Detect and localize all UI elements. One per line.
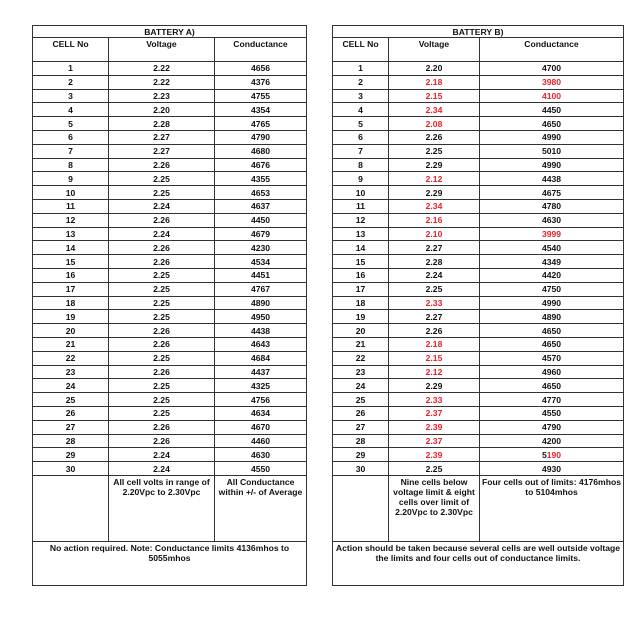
cell-number: 5: [333, 117, 389, 131]
table-row: [33, 434, 307, 448]
table-row: [33, 351, 307, 365]
action-note: Action should be taken because several cells are well outside voltage the limits and four cells out of conductance limits.: [333, 541, 624, 585]
table-row: [33, 75, 307, 89]
cell-conductance: 4550: [480, 406, 624, 420]
table-row: [333, 462, 624, 476]
cell-conductance: 5190: [480, 448, 624, 462]
cell-conductance: 4756: [215, 393, 307, 407]
table-row: [33, 393, 307, 407]
cell-number: 5: [33, 117, 109, 131]
table-row: [333, 117, 624, 131]
cell-voltage: 2.26: [109, 158, 215, 172]
cell-voltage: 2.26: [109, 337, 215, 351]
cell-conductance: 4438: [480, 172, 624, 186]
cell-voltage: 2.25: [389, 462, 480, 476]
cell-voltage: 2.39: [389, 420, 480, 434]
table-row: [33, 268, 307, 282]
cell-conductance: 4437: [215, 365, 307, 379]
table-row: [333, 158, 624, 172]
cell-voltage: 2.23: [109, 89, 215, 103]
table-row: [333, 89, 624, 103]
table-row: [333, 324, 624, 338]
cell-voltage: 2.25: [109, 310, 215, 324]
table-row: [33, 406, 307, 420]
cell-conductance: 4684: [215, 351, 307, 365]
table-row: [333, 103, 624, 117]
battery-b-title: BATTERY B): [333, 26, 624, 38]
table-row: [33, 379, 307, 393]
table-row: [33, 213, 307, 227]
cell-conductance: 4650: [480, 324, 624, 338]
table-row: [33, 337, 307, 351]
cell-voltage: 2.24: [389, 268, 480, 282]
cell-conductance: 4325: [215, 379, 307, 393]
cell-number: 1: [33, 62, 109, 76]
cell-number: 17: [333, 282, 389, 296]
cell-conductance: 4930: [480, 462, 624, 476]
cell-conductance: 5010: [480, 144, 624, 158]
table-row: [33, 89, 307, 103]
cell-conductance: 4950: [215, 310, 307, 324]
cell-number: 12: [33, 213, 109, 227]
voltage-summary: All cell volts in range of 2.20Vpc to 2.30Vpc: [109, 475, 215, 541]
cell-number: 18: [333, 296, 389, 310]
cell-number: 9: [333, 172, 389, 186]
cell-voltage: 2.24: [109, 448, 215, 462]
header-voltage: Voltage: [389, 38, 480, 62]
cell-conductance: 4890: [215, 296, 307, 310]
cell-voltage: 2.37: [389, 434, 480, 448]
cell-voltage: 2.29: [389, 186, 480, 200]
table-row: [333, 406, 624, 420]
table-row: [33, 199, 307, 213]
cell-conductance: 4540: [480, 241, 624, 255]
cell-conductance: 4355: [215, 172, 307, 186]
cell-number: 15: [333, 255, 389, 269]
table-row: [333, 310, 624, 324]
battery-a-title: BATTERY A): [33, 26, 307, 38]
table-row: [333, 365, 624, 379]
cell-voltage: 2.25: [109, 406, 215, 420]
table-row: [33, 420, 307, 434]
cell-conductance: 4376: [215, 75, 307, 89]
cell-voltage: 2.20: [389, 62, 480, 76]
cell-voltage: 2.18: [389, 337, 480, 351]
cell-number: 13: [33, 227, 109, 241]
cell-conductance: 4990: [480, 130, 624, 144]
table-row: [333, 255, 624, 269]
cell-conductance: 4656: [215, 62, 307, 76]
cell-voltage: 2.24: [109, 227, 215, 241]
cell-number: 3: [33, 89, 109, 103]
cell-conductance: 4765: [215, 117, 307, 131]
cell-number: 4: [33, 103, 109, 117]
table-row: [33, 448, 307, 462]
cell-voltage: 2.29: [389, 158, 480, 172]
summary-empty-cell: [333, 475, 389, 541]
cell-number: 4: [333, 103, 389, 117]
cell-voltage: 2.29: [389, 379, 480, 393]
cell-number: 19: [333, 310, 389, 324]
cell-conductance: 4780: [480, 199, 624, 213]
cell-voltage: 2.33: [389, 393, 480, 407]
table-row: [33, 103, 307, 117]
cell-voltage: 2.25: [109, 282, 215, 296]
cell-number: 23: [33, 365, 109, 379]
cell-number: 17: [33, 282, 109, 296]
table-row: [333, 282, 624, 296]
cell-voltage: 2.15: [389, 89, 480, 103]
table-row: [33, 255, 307, 269]
cell-number: 30: [333, 462, 389, 476]
cell-voltage: 2.22: [109, 62, 215, 76]
cell-conductance: 4100: [480, 89, 624, 103]
cell-voltage: 2.20: [109, 103, 215, 117]
cell-conductance: 4890: [480, 310, 624, 324]
header-conductance: Conductance: [480, 38, 624, 62]
cell-voltage: 2.28: [109, 117, 215, 131]
cell-voltage: 2.22: [109, 75, 215, 89]
conductance-summary: All Conductance within +/- of Average: [215, 475, 307, 541]
table-row: [333, 434, 624, 448]
cell-number: 19: [33, 310, 109, 324]
cell-conductance: 4650: [480, 379, 624, 393]
cell-voltage: 2.26: [109, 420, 215, 434]
cell-number: 14: [333, 241, 389, 255]
cell-voltage: 2.28: [389, 255, 480, 269]
table-row: [33, 130, 307, 144]
cell-number: 1: [333, 62, 389, 76]
cell-conductance: 4451: [215, 268, 307, 282]
cell-voltage: 2.25: [109, 186, 215, 200]
cell-conductance: 4570: [480, 351, 624, 365]
cell-voltage: 2.26: [109, 255, 215, 269]
cell-number: 13: [333, 227, 389, 241]
cell-conductance: 4460: [215, 434, 307, 448]
cell-conductance: 4770: [480, 393, 624, 407]
cell-number: 11: [33, 199, 109, 213]
cell-conductance: 4670: [215, 420, 307, 434]
cell-conductance: 4790: [480, 420, 624, 434]
table-row: [33, 172, 307, 186]
table-row: [333, 393, 624, 407]
table-row: [33, 310, 307, 324]
cell-conductance: 4630: [215, 448, 307, 462]
cell-conductance: 4650: [480, 117, 624, 131]
cell-voltage: 2.25: [109, 379, 215, 393]
cell-number: 8: [333, 158, 389, 172]
cell-number: 26: [333, 406, 389, 420]
cell-conductance: 4354: [215, 103, 307, 117]
cell-conductance: 4790: [215, 130, 307, 144]
table-row: [333, 268, 624, 282]
battery-b-table: [332, 25, 624, 586]
cell-number: 16: [33, 268, 109, 282]
cell-number: 10: [333, 186, 389, 200]
table-row: [333, 75, 624, 89]
cell-voltage: 2.25: [109, 172, 215, 186]
cell-conductance: 4767: [215, 282, 307, 296]
cell-conductance: 4450: [215, 213, 307, 227]
cell-conductance: 4438: [215, 324, 307, 338]
cell-conductance: 3999: [480, 227, 624, 241]
table-row: [33, 241, 307, 255]
table-row: [33, 158, 307, 172]
cell-number: 28: [33, 434, 109, 448]
cell-voltage: 2.26: [109, 241, 215, 255]
cell-number: 11: [333, 199, 389, 213]
cell-conductance: 4653: [215, 186, 307, 200]
cell-conductance: 4680: [215, 144, 307, 158]
cell-voltage: 2.24: [109, 199, 215, 213]
cell-conductance: 3980: [480, 75, 624, 89]
cell-voltage: 2.27: [109, 144, 215, 158]
cell-voltage: 2.15: [389, 351, 480, 365]
cell-conductance: 4990: [480, 296, 624, 310]
cell-conductance: 4676: [215, 158, 307, 172]
voltage-summary: Nine cells below voltage limit & eight cells over limit of 2.20Vpc to 2.30Vpc: [389, 475, 480, 541]
cell-voltage: 2.18: [389, 75, 480, 89]
cell-conductance: 4450: [480, 103, 624, 117]
cell-number: 7: [33, 144, 109, 158]
cell-voltage: 2.10: [389, 227, 480, 241]
cell-voltage: 2.27: [109, 130, 215, 144]
cell-number: 21: [333, 337, 389, 351]
cell-voltage: 2.26: [389, 130, 480, 144]
table-row: [333, 337, 624, 351]
cell-number: 6: [333, 130, 389, 144]
cell-voltage: 2.25: [389, 144, 480, 158]
cell-voltage: 2.26: [109, 365, 215, 379]
header-cell-no: CELL No: [33, 38, 109, 62]
cell-voltage: 2.27: [389, 310, 480, 324]
table-row: [33, 365, 307, 379]
cell-number: 16: [333, 268, 389, 282]
cell-voltage: 2.34: [389, 199, 480, 213]
table-row: [333, 351, 624, 365]
cell-conductance: 4634: [215, 406, 307, 420]
cell-number: 27: [333, 420, 389, 434]
table-row: [333, 144, 624, 158]
table-row: [333, 296, 624, 310]
cell-number: 30: [33, 462, 109, 476]
table-row: [333, 186, 624, 200]
cell-conductance: 4675: [480, 186, 624, 200]
cell-number: 20: [333, 324, 389, 338]
header-cell-no: CELL No: [333, 38, 389, 62]
cell-voltage: 2.08: [389, 117, 480, 131]
cell-voltage: 2.24: [109, 462, 215, 476]
cell-number: 24: [33, 379, 109, 393]
cell-number: 22: [33, 351, 109, 365]
summary-empty-cell: [33, 475, 109, 541]
table-row: [333, 448, 624, 462]
table-row: [33, 462, 307, 476]
cell-number: 3: [333, 89, 389, 103]
cell-voltage: 2.25: [109, 351, 215, 365]
table-row: [333, 172, 624, 186]
cell-voltage: 2.37: [389, 406, 480, 420]
cell-conductance: 4960: [480, 365, 624, 379]
table-row: [333, 213, 624, 227]
cell-conductance: 4755: [215, 89, 307, 103]
cell-conductance: 4679: [215, 227, 307, 241]
table-row: [33, 227, 307, 241]
cell-voltage: 2.33: [389, 296, 480, 310]
table-row: [33, 117, 307, 131]
cell-number: 22: [333, 351, 389, 365]
cell-number: 21: [33, 337, 109, 351]
table-row: [33, 296, 307, 310]
cell-number: 28: [333, 434, 389, 448]
table-row: [333, 227, 624, 241]
cell-number: 29: [333, 448, 389, 462]
table-row: [333, 62, 624, 76]
cell-voltage: 2.12: [389, 172, 480, 186]
cell-number: 27: [33, 420, 109, 434]
table-row: [333, 379, 624, 393]
cell-number: 24: [333, 379, 389, 393]
cell-conductance: 4700: [480, 62, 624, 76]
table-row: [33, 144, 307, 158]
cell-conductance: 4534: [215, 255, 307, 269]
cell-number: 9: [33, 172, 109, 186]
table-row: [33, 282, 307, 296]
cell-conductance: 4650: [480, 337, 624, 351]
cell-number: 12: [333, 213, 389, 227]
cell-voltage: 2.34: [389, 103, 480, 117]
cell-conductance: 4420: [480, 268, 624, 282]
cell-conductance: 4630: [480, 213, 624, 227]
action-note: No action required. Note: Conductance limits 4136mhos to 5055mhos: [33, 541, 307, 585]
cell-voltage: 2.25: [109, 268, 215, 282]
cell-number: 23: [333, 365, 389, 379]
table-row: [333, 241, 624, 255]
table-row: [333, 130, 624, 144]
table-row: [333, 199, 624, 213]
cell-number: 25: [33, 393, 109, 407]
cell-conductance: 4200: [480, 434, 624, 448]
battery-a-table: [32, 25, 307, 586]
table-row: [333, 420, 624, 434]
conductance-summary: Four cells out of limits: 4176mhos to 5104mhos: [480, 475, 624, 541]
cell-number: 26: [33, 406, 109, 420]
table-row: [33, 324, 307, 338]
cell-conductance: 4550: [215, 462, 307, 476]
cell-number: 29: [33, 448, 109, 462]
cell-conductance: 4637: [215, 199, 307, 213]
cell-number: 14: [33, 241, 109, 255]
cell-voltage: 2.25: [389, 282, 480, 296]
cell-number: 15: [33, 255, 109, 269]
cell-voltage: 2.16: [389, 213, 480, 227]
cell-conductance: 4750: [480, 282, 624, 296]
cell-conductance: 4230: [215, 241, 307, 255]
cell-conductance: 4990: [480, 158, 624, 172]
cell-number: 25: [333, 393, 389, 407]
table-row: [33, 186, 307, 200]
cell-voltage: 2.25: [109, 393, 215, 407]
cell-voltage: 2.26: [109, 213, 215, 227]
cell-number: 8: [33, 158, 109, 172]
cell-number: 20: [33, 324, 109, 338]
cell-conductance: 4349: [480, 255, 624, 269]
cell-voltage: 2.25: [109, 296, 215, 310]
cell-voltage: 2.26: [389, 324, 480, 338]
header-voltage: Voltage: [109, 38, 215, 62]
cell-number: 18: [33, 296, 109, 310]
cell-voltage: 2.39: [389, 448, 480, 462]
cell-number: 7: [333, 144, 389, 158]
cell-conductance: 4643: [215, 337, 307, 351]
cell-voltage: 2.12: [389, 365, 480, 379]
cell-number: 2: [33, 75, 109, 89]
header-conductance: Conductance: [215, 38, 307, 62]
cell-voltage: 2.27: [389, 241, 480, 255]
table-row: [33, 62, 307, 76]
cell-number: 2: [333, 75, 389, 89]
cell-voltage: 2.26: [109, 324, 215, 338]
cell-number: 6: [33, 130, 109, 144]
cell-voltage: 2.26: [109, 434, 215, 448]
cell-number: 10: [33, 186, 109, 200]
